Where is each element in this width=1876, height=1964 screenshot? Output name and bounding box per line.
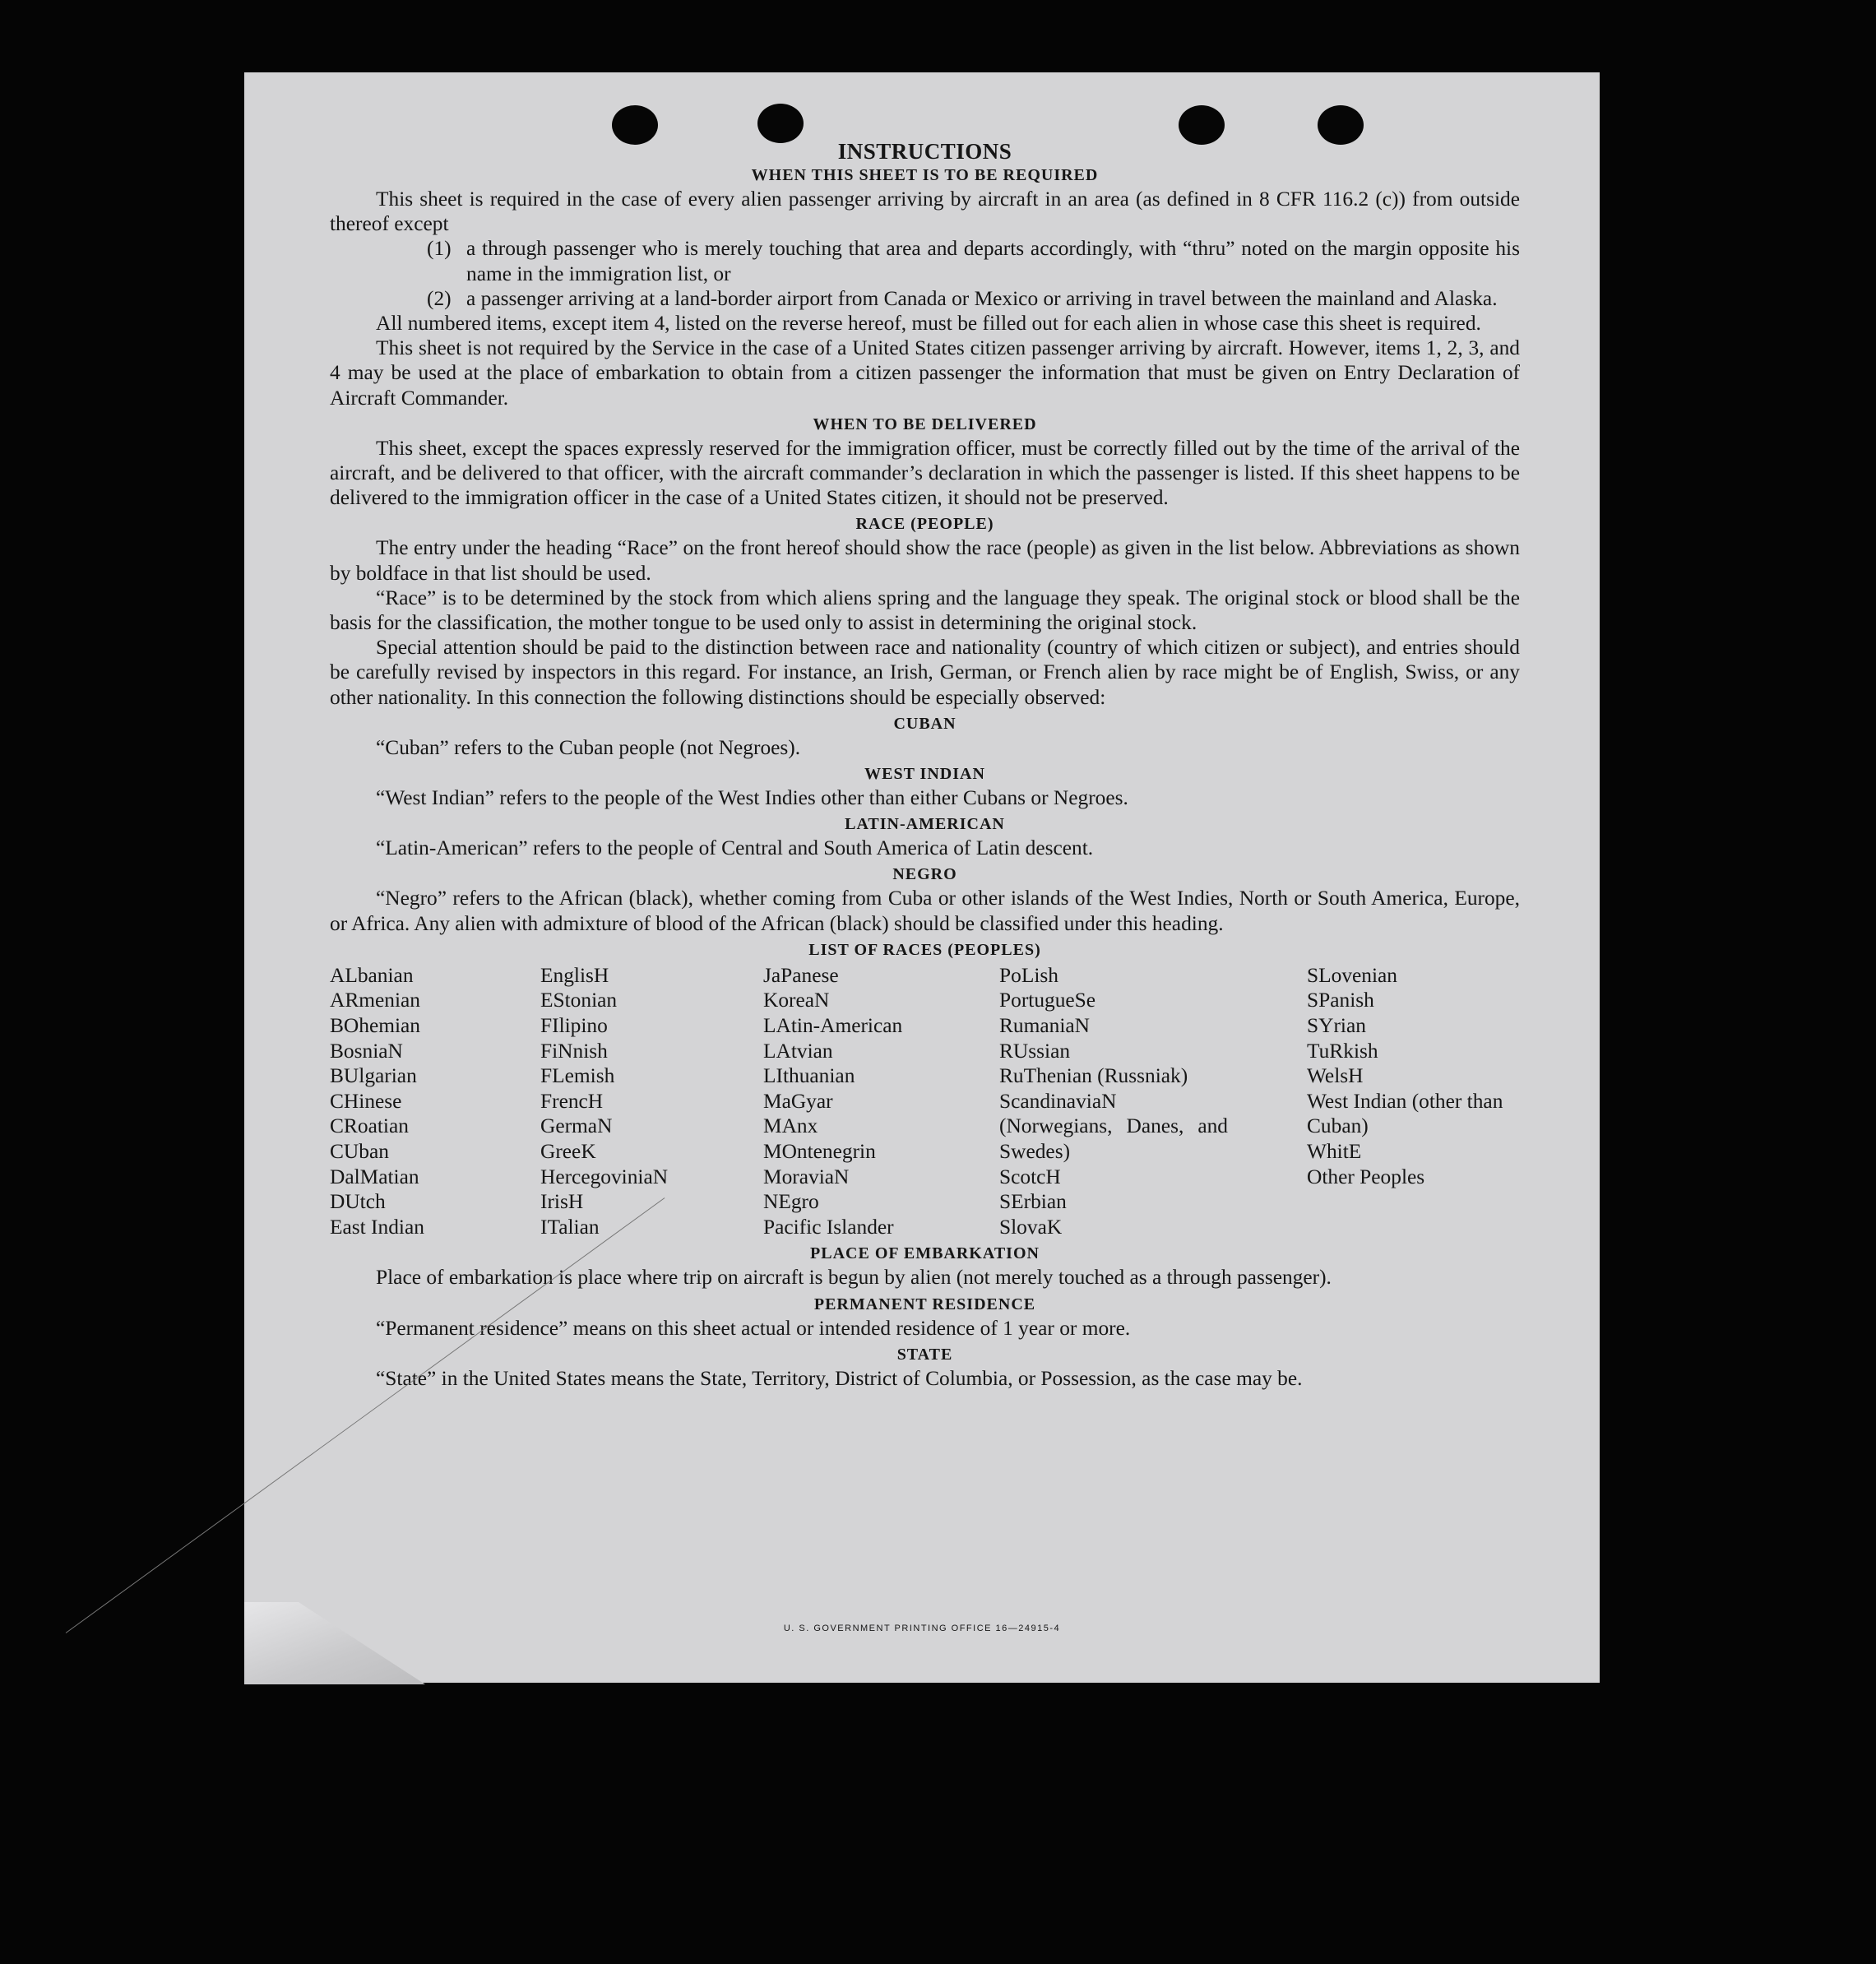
paragraph-cuban: “Cuban” refers to the Cuban people (not Negroes). <box>376 735 801 759</box>
race-entry: MaGyar <box>763 1089 833 1113</box>
races-column <box>763 963 999 1240</box>
section-heading-required: WHEN THIS SHEET IS TO BE REQUIRED <box>751 166 1099 184</box>
race-entry: GreeK <box>540 1140 596 1164</box>
race-entry: FiNnish <box>540 1039 608 1063</box>
section-heading-west-indian: WEST INDIAN <box>864 765 985 784</box>
race-entry: WelsH <box>1307 1064 1364 1088</box>
race-entry: ALbanian <box>330 963 414 987</box>
race-entry: RuThenian (Russniak) <box>999 1064 1188 1088</box>
race-entry: DalMatian <box>330 1165 419 1188</box>
folded-corner <box>244 1602 425 1684</box>
race-entry: WhitE <box>1307 1140 1362 1164</box>
instructions-content <box>330 138 1520 1391</box>
paragraph-latin-american: “Latin-American” refers to the people of Central and South America of Latin descent. <box>376 836 1094 860</box>
race-entry: ARmenian <box>330 989 421 1012</box>
race-entry: SYrian <box>1307 1014 1366 1038</box>
race-entry: PoLish <box>999 963 1058 987</box>
section-heading-embarkation: PLACE OF EMBARKATION <box>810 1244 1040 1263</box>
race-entry: East Indian <box>330 1215 424 1239</box>
race-entry: TuRkish <box>1307 1039 1378 1063</box>
race-entry: SPanish <box>1307 989 1374 1012</box>
section-heading-delivered: WHEN TO BE DELIVERED <box>813 415 1037 433</box>
race-entry: CRoatian <box>330 1114 409 1138</box>
race-entry: SlovaK <box>999 1215 1063 1239</box>
paragraph-state: “State” in the United States means the State, Territory, District of Columbia, or Possession, as the case may be. <box>376 1366 1303 1390</box>
race-entry: West Indian (other than Cuban) <box>1307 1089 1503 1138</box>
paragraph-race-3: Special attention should be paid to the distinction between race and nationality (country of which citizen or subject), and entries should be carefully revised by inspectors in this regard. For instance, an Irish, German, or French alien by race might be of English, Swiss, or any other nationality. In this connection the following distinctions should be especially observed: <box>330 636 1520 709</box>
races-list <box>330 963 1520 1240</box>
race-entry: KoreaN <box>763 989 830 1012</box>
race-entry: ScotcH <box>999 1165 1061 1188</box>
race-entry: FLemish <box>540 1064 615 1088</box>
race-entry: Pacific Islander <box>763 1215 894 1239</box>
race-entry: FIlipino <box>540 1014 608 1038</box>
race-entry: ScandinaviaN (Norwegians, Danes, and Swedes) <box>999 1089 1228 1164</box>
item-number: (1) <box>427 237 452 261</box>
item-text: a through passenger who is merely touching that area and departs accordingly, with “thru” noted on the margin opposite his name in the immigration list, or <box>466 237 1520 285</box>
race-entry: ITalian <box>540 1215 600 1239</box>
race-entry: EStonian <box>540 989 618 1012</box>
section-heading-negro: NEGRO <box>892 865 957 884</box>
races-column <box>999 963 1307 1240</box>
section-heading-state: STATE <box>896 1345 953 1364</box>
race-entry: MOntenegrin <box>763 1140 876 1164</box>
paragraph-embarkation: Place of embarkation is place where trip on aircraft is begun by alien (not merely touched as a through passenger). <box>376 1266 1332 1290</box>
paragraph-required-intro: This sheet is required in the case of every alien passenger arriving by aircraft in an area (as defined in 8 CFR 116.2 (c)) from outside thereof except <box>330 188 1520 236</box>
race-entry: RumaniaN <box>999 1014 1091 1038</box>
race-entry: CUban <box>330 1140 389 1164</box>
paragraph-west-indian: “West Indian” refers to the people of the West Indies other than either Cubans or Negroes. <box>376 786 1128 810</box>
race-entry: MoraviaN <box>763 1165 850 1188</box>
races-column <box>330 963 540 1240</box>
paragraph-negro: “Negro” refers to the African (black), whether coming from Cuba or other islands of the West Indies, North or South America, Europe, or Africa. Any alien with admixture of blood of the African (black) should be classified under this heading. <box>330 887 1520 935</box>
printing-office-footer: U. S. GOVERNMENT PRINTING OFFICE 16—24915-4 <box>783 1624 1061 1633</box>
race-entry: BOhemian <box>330 1014 421 1038</box>
paragraph-residence: “Permanent residence” means on this sheet actual or intended residence of 1 year or more. <box>376 1316 1131 1340</box>
document-sheet <box>244 72 1600 1683</box>
race-entry: JaPanese <box>763 963 839 987</box>
race-entry: PortugueSe <box>999 989 1096 1012</box>
list-item <box>330 236 1520 285</box>
race-entry: RUssian <box>999 1039 1071 1063</box>
race-entry: IrisH <box>540 1190 584 1214</box>
paragraph-race-2: “Race” is to be determined by the stock from which aliens spring and the language they speak. The original stock or blood shall be the basis for the classification, the mother tongue to be used only to assist in determining the original stock. <box>330 586 1520 635</box>
race-entry: Other Peoples <box>1307 1165 1425 1188</box>
paragraph-delivered: This sheet, except the spaces expressly reserved for the immigration officer, must be correctly filled out by the time of the arrival of the aircraft, and be delivered to that officer, with the aircraft commander’s declaration in which the passenger is listed. If this sheet happens to be delivered to the immigration officer in the case of a United States citizen, it should not be preserved. <box>330 436 1520 510</box>
section-heading-cuban: CUBAN <box>893 714 957 733</box>
race-entry: SErbian <box>999 1190 1067 1214</box>
item-number: (2) <box>427 286 452 310</box>
race-entry: BosniaN <box>330 1039 403 1063</box>
race-entry: CHinese <box>330 1089 402 1113</box>
list-item <box>330 286 1520 311</box>
section-heading-race: RACE (PEOPLE) <box>855 515 994 534</box>
race-entry: FrencH <box>540 1089 604 1113</box>
paragraph-numbered-items: All numbered items, except item 4, listed on the reverse hereof, must be filled out for each alien in whose case this sheet is required. <box>376 312 1481 336</box>
races-column <box>1307 963 1520 1240</box>
races-column <box>540 963 763 1240</box>
race-entry: MAnx <box>763 1114 818 1138</box>
race-entry: HercegoviniaN <box>540 1165 669 1188</box>
race-entry: SLovenian <box>1307 963 1398 987</box>
race-entry: DUtch <box>330 1190 386 1214</box>
page-title: INSTRUCTIONS <box>837 139 1012 164</box>
section-heading-residence: PERMANENT RESIDENCE <box>813 1295 1036 1313</box>
race-entry: LAtvian <box>763 1039 833 1063</box>
race-entry: BUlgarian <box>330 1064 417 1088</box>
race-entry: LIthuanian <box>763 1064 855 1088</box>
item-text: a passenger arriving at a land-border airport from Canada or Mexico or arriving in travel between the mainland and Alaska. <box>466 286 1498 310</box>
race-entry: LAtin-American <box>763 1014 903 1038</box>
paragraph-citizen: This sheet is not required by the Service in the case of a United States citizen passenger arriving by aircraft. However, items 1, 2, 3, and 4 may be used at the place of embarkation to obtain from a citizen passenger the information that must be given on Entry Declaration of Aircraft Commander. <box>330 336 1520 410</box>
section-heading-races-list: LIST OF RACES (PEOPLES) <box>808 940 1041 959</box>
race-entry: EnglisH <box>540 963 609 987</box>
race-entry: GermaN <box>540 1114 613 1138</box>
section-heading-latin-american: LATIN-AMERICAN <box>845 815 1005 834</box>
race-entry: NEgro <box>763 1190 819 1214</box>
punch-hole <box>757 104 804 143</box>
paragraph-race-1: The entry under the heading “Race” on the front hereof should show the race (people) as given in the list below. Abbreviations as shown by boldface in that list should be used. <box>330 536 1520 585</box>
